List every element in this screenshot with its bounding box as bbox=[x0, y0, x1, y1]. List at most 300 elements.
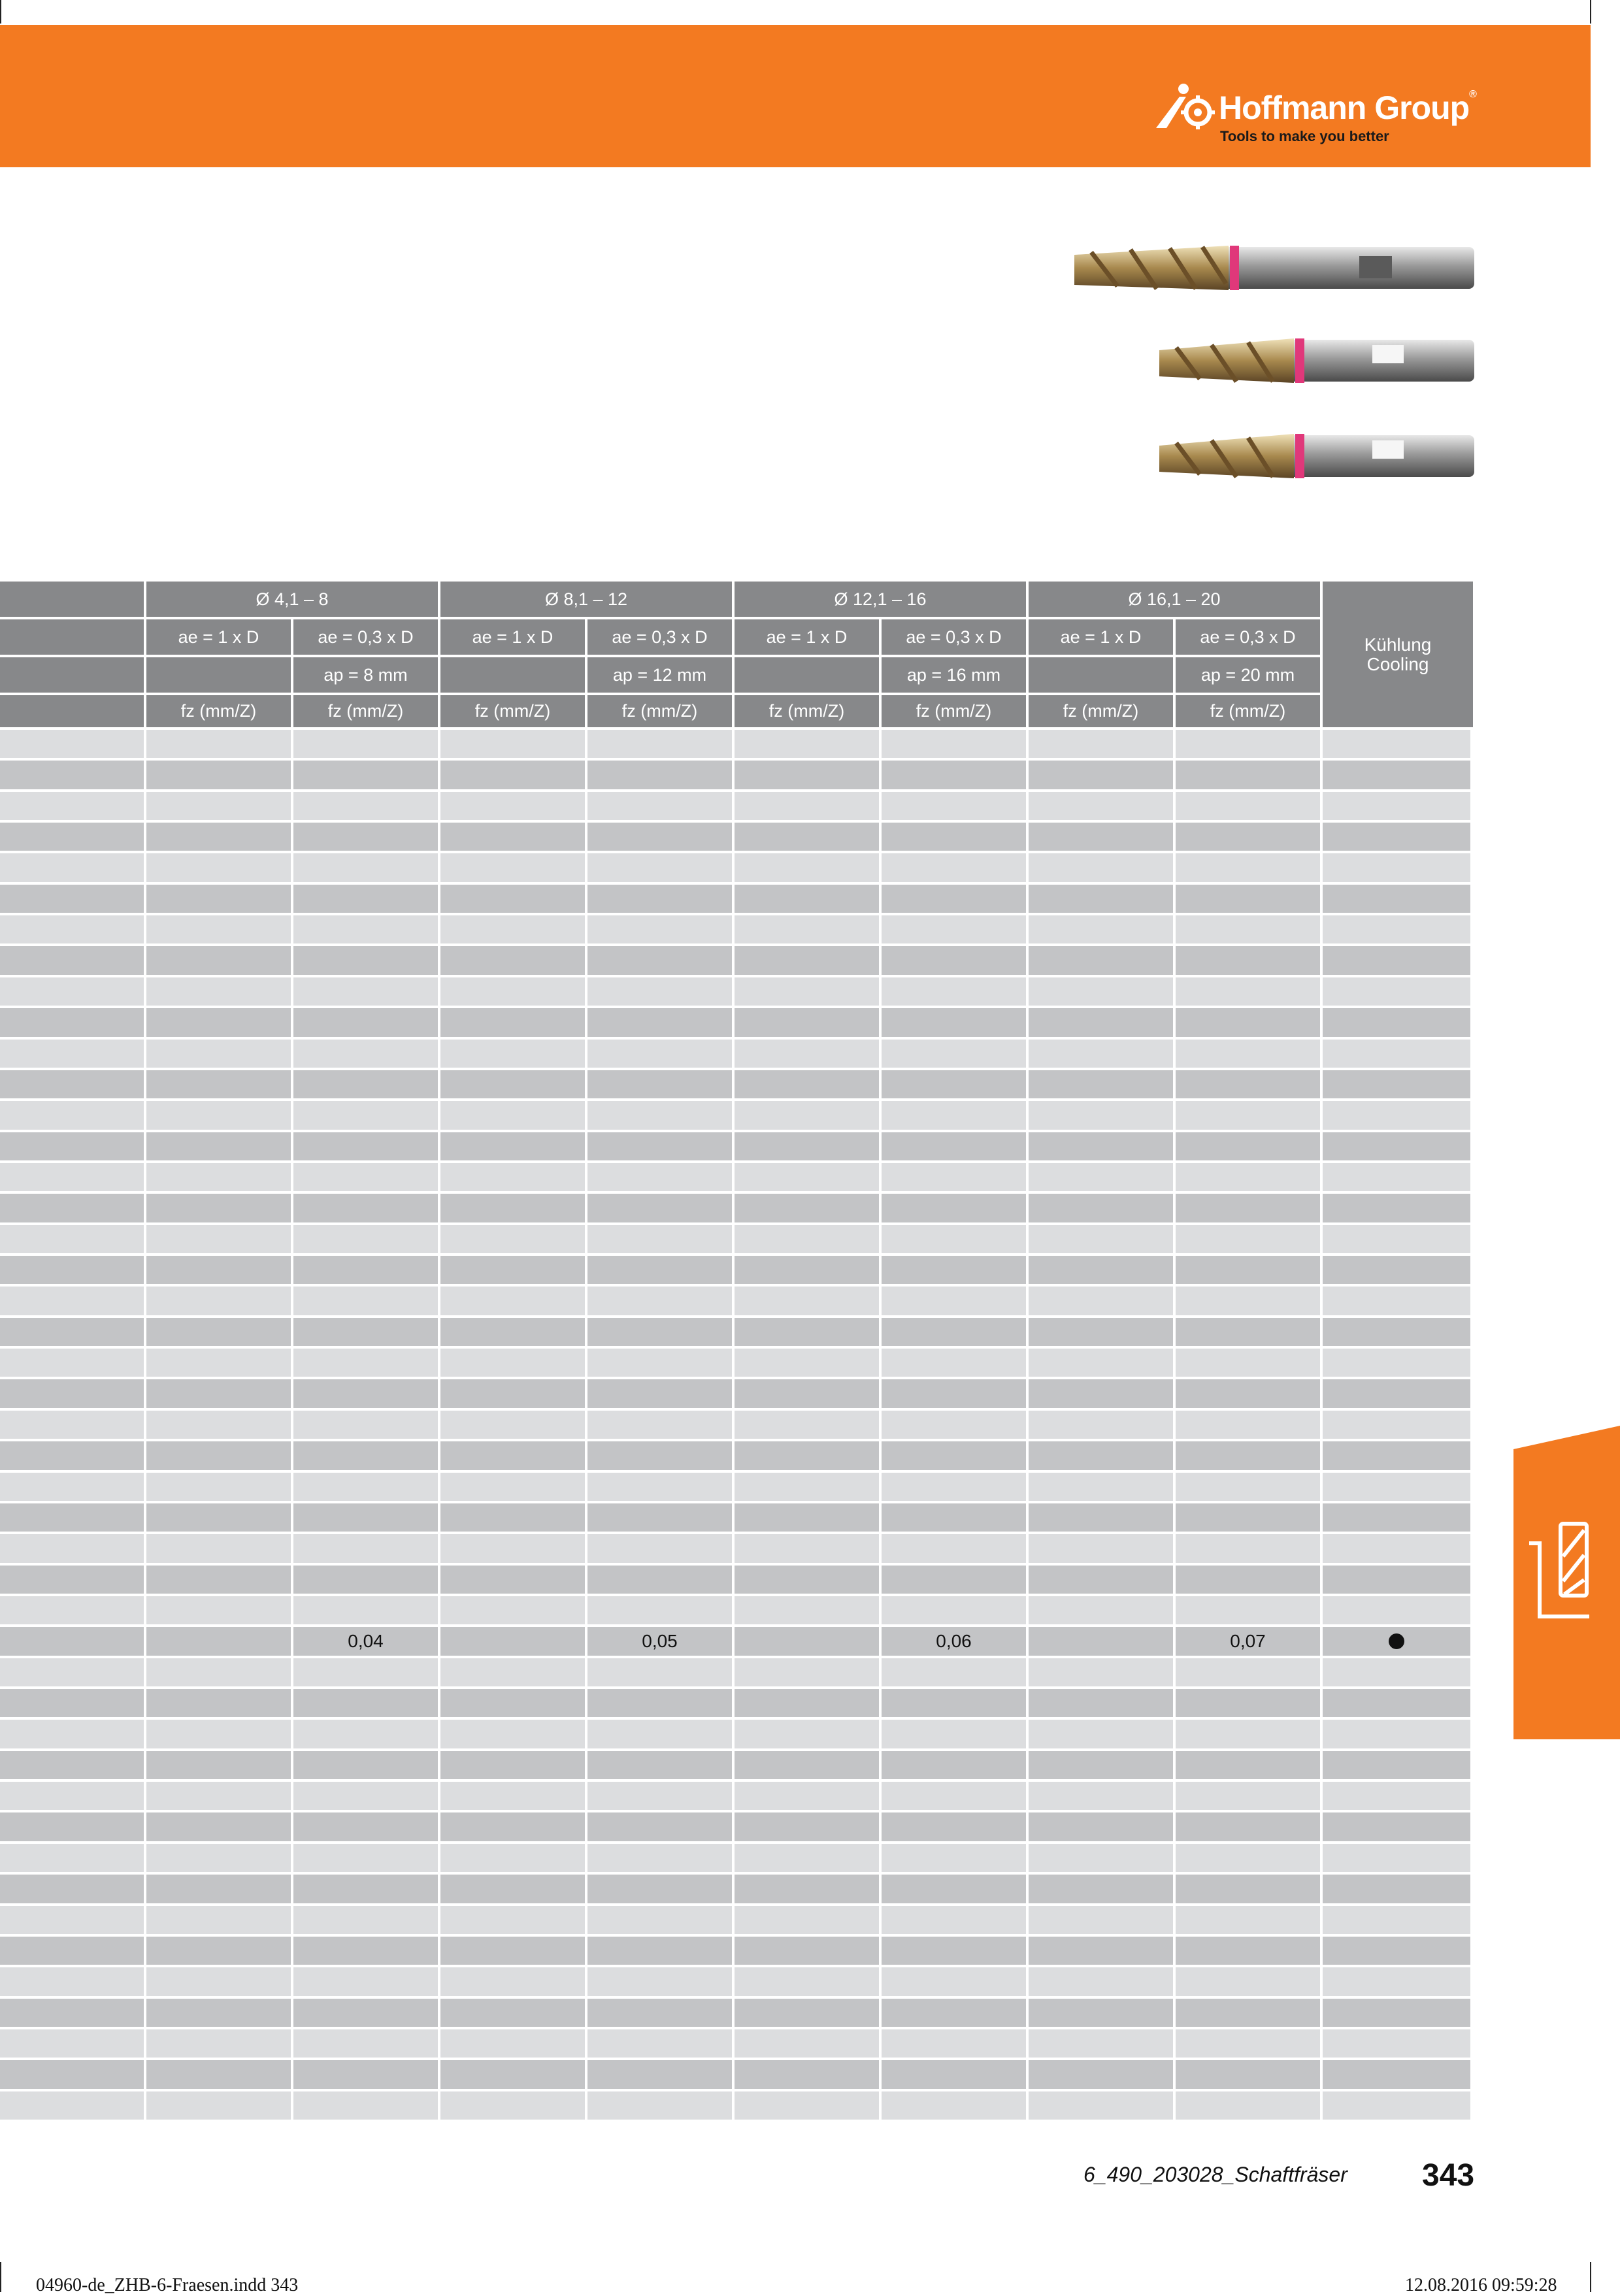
table-cell bbox=[587, 946, 732, 975]
table-cell bbox=[293, 1008, 438, 1037]
table-cell bbox=[146, 2091, 291, 2120]
table-cell bbox=[146, 1720, 291, 1748]
table-cell bbox=[587, 1411, 732, 1439]
table-cell bbox=[1176, 1875, 1320, 1903]
table-cell bbox=[1176, 2091, 1320, 2120]
table-cell bbox=[1323, 2029, 1470, 2058]
table-cell bbox=[1176, 1256, 1320, 1284]
table-cell bbox=[587, 1720, 732, 1748]
table-cell bbox=[735, 1473, 879, 1501]
table-cell bbox=[146, 1101, 291, 1130]
header-blank-cell bbox=[0, 657, 144, 693]
table-cell bbox=[1029, 1906, 1173, 1934]
table-cell bbox=[146, 1318, 291, 1346]
table-cell bbox=[882, 1070, 1026, 1098]
table-cell bbox=[1176, 1844, 1320, 1872]
table-cell bbox=[440, 792, 585, 820]
table-cell bbox=[1029, 1999, 1173, 2027]
table-cell bbox=[735, 730, 879, 758]
table-cell bbox=[1323, 1473, 1470, 1501]
table-cell bbox=[882, 1349, 1026, 1377]
table-cell bbox=[735, 1999, 879, 2027]
row-label-cell bbox=[0, 1999, 144, 2027]
table-cell bbox=[293, 2091, 438, 2120]
table-cell bbox=[146, 1751, 291, 1779]
table-cell bbox=[440, 1473, 585, 1501]
table-cell bbox=[1323, 1132, 1470, 1160]
table-cell bbox=[587, 1318, 732, 1346]
table-cell bbox=[440, 977, 585, 1006]
table-cell bbox=[1323, 1967, 1470, 1996]
table-cell bbox=[146, 1999, 291, 2027]
table-cell bbox=[1323, 823, 1470, 851]
table-cell bbox=[1029, 1782, 1173, 1810]
fz-header: fz (mm/Z) bbox=[1176, 695, 1320, 727]
table-cell bbox=[882, 2060, 1026, 2089]
table-cell bbox=[882, 1379, 1026, 1408]
table-cell bbox=[293, 1751, 438, 1779]
table-cell bbox=[293, 1225, 438, 1253]
table-cell bbox=[1176, 1999, 1320, 2027]
table-cell bbox=[293, 915, 438, 943]
table-cell bbox=[735, 1132, 879, 1160]
ae-header: ae = 0,3 x D bbox=[882, 619, 1026, 655]
table-cell bbox=[1323, 885, 1470, 913]
table-cell bbox=[1323, 1318, 1470, 1346]
table-cell bbox=[1029, 1937, 1173, 1965]
table-cell bbox=[1176, 1101, 1320, 1130]
table-cell bbox=[440, 1194, 585, 1222]
table-cell bbox=[882, 853, 1026, 882]
row-label-cell bbox=[0, 1937, 144, 1965]
ap-header bbox=[1029, 657, 1173, 693]
table-cell bbox=[293, 2029, 438, 2058]
ae-header: ae = 0,3 x D bbox=[1176, 619, 1320, 655]
row-label-cell bbox=[0, 1875, 144, 1903]
end-mill-long-shank-image bbox=[1072, 240, 1477, 295]
table-cell bbox=[440, 885, 585, 913]
table-cell bbox=[1323, 1225, 1470, 1253]
table-cell bbox=[1323, 1566, 1470, 1594]
table-cell bbox=[1176, 730, 1320, 758]
table-cell bbox=[587, 2060, 732, 2089]
table-cell bbox=[293, 1967, 438, 1996]
table-cell bbox=[440, 1441, 585, 1470]
table-cell bbox=[1323, 1194, 1470, 1222]
table-cell bbox=[587, 1503, 732, 1532]
table-cell bbox=[146, 885, 291, 913]
table-cell bbox=[146, 823, 291, 851]
diameter-group-header: Ø 12,1 – 16 bbox=[735, 582, 1026, 617]
table-cell bbox=[735, 1875, 879, 1903]
table-cell bbox=[1323, 1782, 1470, 1810]
row-label-cell bbox=[0, 1008, 144, 1037]
table-cell bbox=[1323, 1349, 1470, 1377]
table-cell bbox=[293, 1318, 438, 1346]
table-cell bbox=[293, 1937, 438, 1965]
table-cell bbox=[440, 1967, 585, 1996]
table-cell bbox=[1323, 2060, 1470, 2089]
table-cell bbox=[146, 1441, 291, 1470]
table-cell bbox=[735, 761, 879, 789]
table-cell bbox=[440, 2091, 585, 2120]
table-cell bbox=[587, 1906, 732, 1934]
table-cell bbox=[735, 1534, 879, 1563]
chapter-tab[interactable] bbox=[1513, 1426, 1620, 1739]
table-cell bbox=[882, 1720, 1026, 1748]
table-cell bbox=[882, 2029, 1026, 2058]
table-cell bbox=[1029, 1658, 1173, 1686]
footer-date-time: 12.08.2016 09:59:28 bbox=[1405, 2275, 1557, 2295]
row-label-cell bbox=[0, 823, 144, 851]
cooling-dot-icon bbox=[1389, 1633, 1404, 1649]
table-cell bbox=[146, 915, 291, 943]
table-cell bbox=[440, 853, 585, 882]
crop-mark-right bbox=[1590, 0, 1591, 24]
table-cell bbox=[735, 1720, 879, 1748]
row-label-cell bbox=[0, 1225, 144, 1253]
row-label-cell bbox=[0, 977, 144, 1006]
table-cell bbox=[1029, 1349, 1173, 1377]
table-cell bbox=[1029, 2091, 1173, 2120]
table-cell bbox=[293, 1132, 438, 1160]
fz-value-cell: 0,06 bbox=[882, 1627, 1026, 1656]
table-cell bbox=[735, 2060, 879, 2089]
table-cell bbox=[293, 977, 438, 1006]
table-cell bbox=[293, 885, 438, 913]
table-cell bbox=[735, 1503, 879, 1532]
table-cell bbox=[1323, 1875, 1470, 1903]
table-cell bbox=[293, 1999, 438, 2027]
table-cell bbox=[1176, 1751, 1320, 1779]
crop-mark-left bbox=[0, 0, 1, 24]
table-cell bbox=[882, 1503, 1026, 1532]
table-cell bbox=[146, 1194, 291, 1222]
table-cell bbox=[1176, 1441, 1320, 1470]
table-cell bbox=[1176, 1040, 1320, 1068]
table-cell bbox=[1323, 915, 1470, 943]
table-cell bbox=[146, 1689, 291, 1717]
table-cell bbox=[1323, 2091, 1470, 2120]
table-cell bbox=[882, 946, 1026, 975]
table-cell bbox=[1029, 1689, 1173, 1717]
table-cell bbox=[735, 1566, 879, 1594]
table-cell bbox=[1323, 792, 1470, 820]
table-cell bbox=[1323, 1906, 1470, 1934]
table-cell bbox=[882, 1318, 1026, 1346]
fz-value-cell bbox=[1029, 1627, 1173, 1656]
table-cell bbox=[293, 1349, 438, 1377]
table-cell bbox=[1176, 1349, 1320, 1377]
row-label-cell bbox=[0, 1473, 144, 1501]
table-cell bbox=[735, 853, 879, 882]
row-label-cell bbox=[0, 853, 144, 882]
table-cell bbox=[1029, 1287, 1173, 1315]
table-cell bbox=[1029, 1812, 1173, 1841]
row-label-cell bbox=[0, 1070, 144, 1098]
table-cell bbox=[587, 1070, 732, 1098]
table-cell bbox=[1176, 1225, 1320, 1253]
table-cell bbox=[293, 853, 438, 882]
table-cell bbox=[735, 1411, 879, 1439]
table-cell bbox=[146, 853, 291, 882]
table-cell bbox=[440, 946, 585, 975]
table-cell bbox=[1176, 1566, 1320, 1594]
table-cell bbox=[1029, 1101, 1173, 1130]
table-cell bbox=[735, 1318, 879, 1346]
table-cell bbox=[146, 761, 291, 789]
row-label-cell bbox=[0, 1812, 144, 1841]
table-cell bbox=[293, 823, 438, 851]
crop-mark-bottom-left bbox=[0, 2262, 1, 2292]
table-cell bbox=[1029, 823, 1173, 851]
ae-header: ae = 1 x D bbox=[146, 619, 291, 655]
table-cell bbox=[1323, 1812, 1470, 1841]
table-cell bbox=[587, 1225, 732, 1253]
row-label-cell bbox=[0, 2091, 144, 2120]
table-cell bbox=[735, 946, 879, 975]
table-cell bbox=[293, 1720, 438, 1748]
table-cell bbox=[293, 1287, 438, 1315]
row-label-cell bbox=[0, 1906, 144, 1934]
table-cell bbox=[882, 1225, 1026, 1253]
table-cell bbox=[1176, 1070, 1320, 1098]
table-cell bbox=[440, 823, 585, 851]
fz-value-cell bbox=[440, 1627, 585, 1656]
table-cell bbox=[1029, 2060, 1173, 2089]
table-cell bbox=[735, 1379, 879, 1408]
table-cell bbox=[587, 792, 732, 820]
table-cell bbox=[735, 792, 879, 820]
table-cell bbox=[440, 1906, 585, 1934]
table-cell bbox=[1176, 1720, 1320, 1748]
table-cell bbox=[1176, 1411, 1320, 1439]
table-cell bbox=[1029, 1751, 1173, 1779]
table-cell bbox=[735, 885, 879, 913]
header-blank-cell bbox=[0, 695, 144, 727]
table-cell bbox=[882, 1906, 1026, 1934]
document-reference: 6_490_203028_Schaftfräser bbox=[1083, 2163, 1347, 2186]
table-cell bbox=[1323, 1937, 1470, 1965]
table-cell bbox=[735, 1751, 879, 1779]
diameter-group-header: Ø 4,1 – 8 bbox=[146, 582, 438, 617]
table-cell bbox=[293, 1596, 438, 1624]
row-label-cell bbox=[0, 2060, 144, 2089]
ap-header: ap = 8 mm bbox=[293, 657, 438, 693]
table-cell bbox=[440, 1287, 585, 1315]
table-cell bbox=[146, 1844, 291, 1872]
crop-mark-bottom-right bbox=[1590, 2262, 1591, 2292]
table-cell bbox=[440, 1875, 585, 1903]
table-cell bbox=[146, 1566, 291, 1594]
table-cell bbox=[1176, 915, 1320, 943]
table-cell bbox=[146, 1256, 291, 1284]
table-cell bbox=[1029, 1070, 1173, 1098]
row-label-cell bbox=[0, 885, 144, 913]
row-label-cell bbox=[0, 761, 144, 789]
table-cell bbox=[293, 730, 438, 758]
table-cell bbox=[1029, 977, 1173, 1006]
table-cell bbox=[440, 1411, 585, 1439]
table-cell bbox=[882, 2091, 1026, 2120]
table-cell bbox=[735, 1658, 879, 1686]
table-cell bbox=[587, 1256, 732, 1284]
ap-header: ap = 12 mm bbox=[587, 657, 732, 693]
table-cell bbox=[440, 1256, 585, 1284]
table-cell bbox=[146, 1875, 291, 1903]
ap-header: ap = 16 mm bbox=[882, 657, 1026, 693]
table-cell bbox=[587, 1689, 732, 1717]
table-cell bbox=[1029, 915, 1173, 943]
table-cell bbox=[735, 1689, 879, 1717]
table-cell bbox=[1029, 1163, 1173, 1191]
table-cell bbox=[1323, 1256, 1470, 1284]
table-cell bbox=[146, 2060, 291, 2089]
table-cell bbox=[882, 1101, 1026, 1130]
row-label-cell bbox=[0, 2029, 144, 2058]
fz-value-cell bbox=[735, 1627, 879, 1656]
table-cell bbox=[293, 1689, 438, 1717]
table-cell bbox=[1176, 761, 1320, 789]
table-cell bbox=[1176, 885, 1320, 913]
table-cell bbox=[146, 1040, 291, 1068]
table-cell bbox=[587, 1999, 732, 2027]
table-cell bbox=[440, 1999, 585, 2027]
table-cell bbox=[882, 1566, 1026, 1594]
table-cell bbox=[293, 2060, 438, 2089]
table-cell bbox=[587, 1101, 732, 1130]
table-cell bbox=[1029, 1194, 1173, 1222]
table-cell bbox=[735, 1937, 879, 1965]
table-cell bbox=[146, 977, 291, 1006]
table-cell bbox=[440, 1720, 585, 1748]
table-cell bbox=[1323, 1287, 1470, 1315]
table-cell bbox=[1323, 1411, 1470, 1439]
table-cell bbox=[735, 2029, 879, 2058]
table-cell bbox=[440, 1566, 585, 1594]
table-cell bbox=[587, 1040, 732, 1068]
table-cell bbox=[146, 1782, 291, 1810]
table-cell bbox=[735, 1008, 879, 1037]
table-cell bbox=[293, 946, 438, 975]
table-cell bbox=[1323, 1596, 1470, 1624]
table-cell bbox=[735, 823, 879, 851]
table-cell bbox=[1176, 2060, 1320, 2089]
table-cell bbox=[587, 1937, 732, 1965]
row-label-cell bbox=[0, 792, 144, 820]
table-cell bbox=[735, 1349, 879, 1377]
table-cell bbox=[587, 1473, 732, 1501]
table-cell bbox=[587, 1163, 732, 1191]
table-cell bbox=[587, 1008, 732, 1037]
table-cell bbox=[146, 1163, 291, 1191]
table-cell bbox=[882, 1596, 1026, 1624]
table-cell bbox=[882, 885, 1026, 913]
row-label-cell bbox=[0, 1101, 144, 1130]
table-cell bbox=[587, 1658, 732, 1686]
table-cell bbox=[440, 2060, 585, 2089]
table-cell bbox=[587, 915, 732, 943]
fz-value-cell: 0,05 bbox=[587, 1627, 732, 1656]
table-cell bbox=[1176, 1194, 1320, 1222]
table-cell bbox=[587, 885, 732, 913]
table-cell bbox=[146, 1287, 291, 1315]
table-cell bbox=[293, 1906, 438, 1934]
table-cell bbox=[1176, 1534, 1320, 1563]
table-cell bbox=[587, 730, 732, 758]
table-cell bbox=[293, 1101, 438, 1130]
table-cell bbox=[882, 1999, 1026, 2027]
table-cell bbox=[587, 853, 732, 882]
table-cell bbox=[1323, 1658, 1470, 1686]
table-cell bbox=[882, 1689, 1026, 1717]
table-cell bbox=[882, 1534, 1026, 1563]
table-cell bbox=[882, 915, 1026, 943]
row-label-cell bbox=[0, 1658, 144, 1686]
table-cell bbox=[1176, 1906, 1320, 1934]
table-cell bbox=[146, 1503, 291, 1532]
table-cell bbox=[440, 1689, 585, 1717]
table-cell bbox=[146, 1658, 291, 1686]
table-cell bbox=[882, 1658, 1026, 1686]
table-cell bbox=[1176, 1163, 1320, 1191]
table-cell bbox=[1176, 1937, 1320, 1965]
diameter-group-header: Ø 16,1 – 20 bbox=[1029, 582, 1320, 617]
table-cell bbox=[1029, 1256, 1173, 1284]
table-cell bbox=[587, 2091, 732, 2120]
row-label-cell bbox=[0, 946, 144, 975]
table-cell bbox=[293, 1812, 438, 1841]
table-cell bbox=[587, 1379, 732, 1408]
table-cell bbox=[1029, 1503, 1173, 1532]
table-cell bbox=[1176, 1008, 1320, 1037]
table-cell bbox=[146, 1379, 291, 1408]
fz-header: fz (mm/Z) bbox=[440, 695, 585, 727]
table-cell bbox=[1323, 1751, 1470, 1779]
table-cell bbox=[1323, 1040, 1470, 1068]
end-mill-short-2-image bbox=[1157, 429, 1477, 484]
table-cell bbox=[440, 1751, 585, 1779]
table-cell bbox=[587, 1194, 732, 1222]
ap-header bbox=[735, 657, 879, 693]
table-cell bbox=[1029, 792, 1173, 820]
table-cell bbox=[440, 730, 585, 758]
row-label-cell bbox=[0, 1534, 144, 1563]
row-label-cell bbox=[0, 1287, 144, 1315]
table-cell bbox=[882, 1132, 1026, 1160]
table-cell bbox=[293, 761, 438, 789]
fz-header: fz (mm/Z) bbox=[882, 695, 1026, 727]
row-label-cell bbox=[0, 1441, 144, 1470]
table-cell bbox=[1029, 1441, 1173, 1470]
table-cell bbox=[1176, 1658, 1320, 1686]
table-cell bbox=[882, 1194, 1026, 1222]
table-cell bbox=[735, 977, 879, 1006]
table-cell bbox=[1323, 730, 1470, 758]
table-cell bbox=[440, 1040, 585, 1068]
table-cell bbox=[440, 1318, 585, 1346]
table-cell bbox=[146, 2029, 291, 2058]
row-label-cell bbox=[0, 1782, 144, 1810]
table-cell bbox=[293, 1411, 438, 1439]
table-cell bbox=[1176, 1689, 1320, 1717]
table-cell bbox=[587, 761, 732, 789]
table-cell bbox=[1176, 1967, 1320, 1996]
table-cell bbox=[440, 1844, 585, 1872]
brand-tagline: Tools to make you better bbox=[1220, 128, 1389, 144]
fz-header: fz (mm/Z) bbox=[146, 695, 291, 727]
table-cell bbox=[293, 1844, 438, 1872]
